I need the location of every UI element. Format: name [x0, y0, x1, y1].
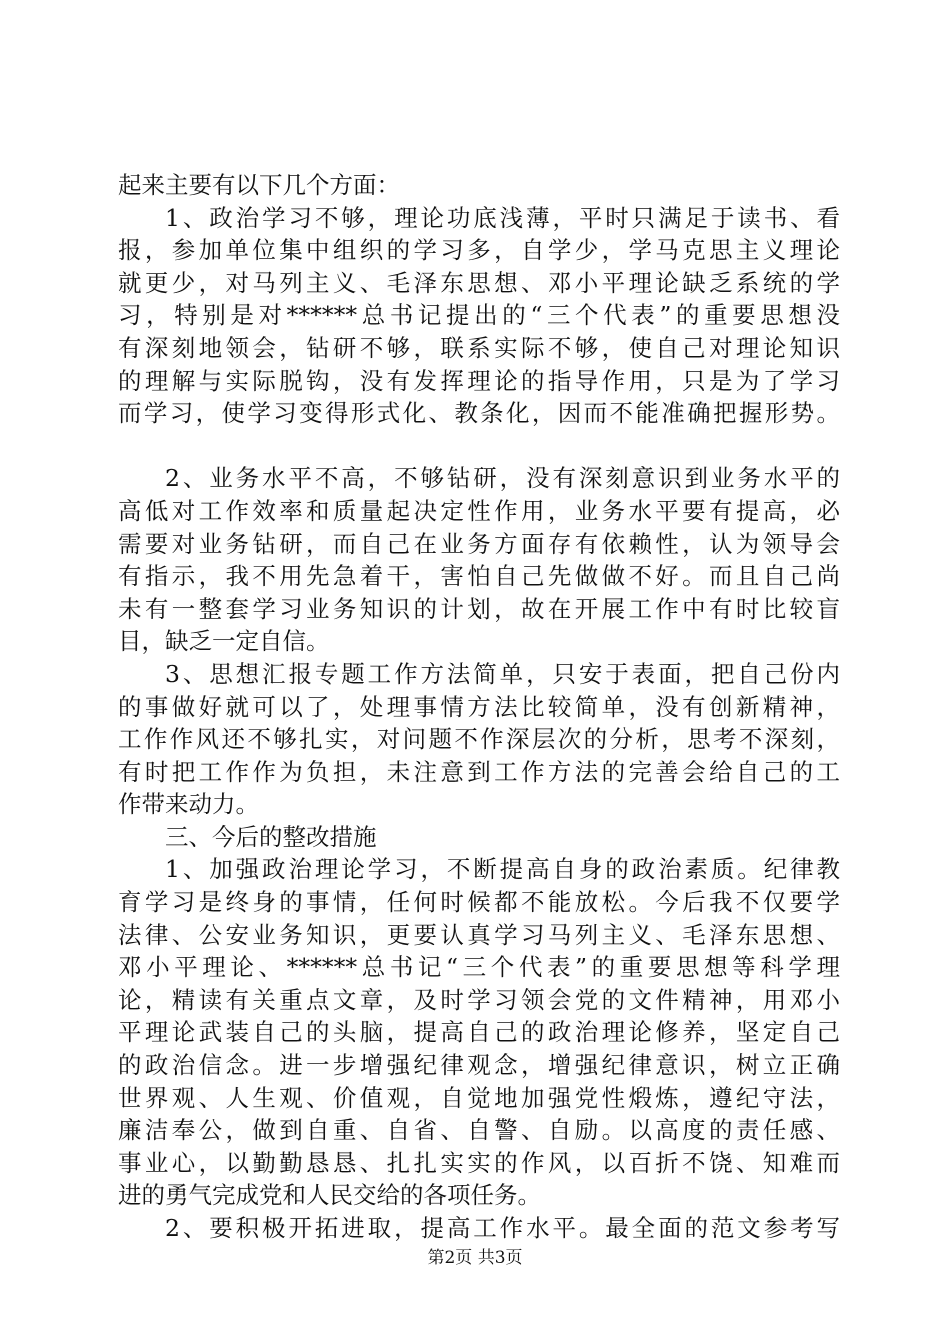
- document-body: [118, 169, 840, 1245]
- text-line: 习，特别是对******总书记提出的“三个代表”的重要思想没: [118, 301, 840, 330]
- text-line: 法律、公安业务知识，更要认真学习马列主义、毛泽东思想、: [118, 920, 840, 949]
- text-line: 育学习是终身的事情，任何时候都不能放松。今后我不仅要学: [118, 888, 840, 917]
- text-line: 论，精读有关重点文章，及时学习领会党的文件精神，用邓小: [118, 985, 840, 1014]
- text-line: 有时把工作作为负担，未注意到工作方法的完善会给自己的工: [118, 757, 840, 786]
- text-line: 1、加强政治理论学习，不断提高自身的政治素质。纪律教: [165, 855, 840, 884]
- text-line: 有指示，我不用先急着干，害怕自己先做做不好。而且自己尚: [118, 562, 840, 591]
- text-line: 进的勇气完成党和人民交给的各项任务。: [118, 1181, 541, 1210]
- text-line: 事业心，以勤勤恳恳、扎扎实实的作风，以百折不饶、知难而: [118, 1148, 840, 1177]
- text-line: 3、思想汇报专题工作方法简单，只安于表面，把自己份内: [165, 659, 840, 688]
- text-line: 的理解与实际脱钩，没有发挥理论的指导作用，只是为了学习: [118, 366, 840, 395]
- text-line: 需要对业务钻研，而自己在业务方面存有依赖性，认为领导会: [118, 529, 840, 558]
- text-line: 起来主要有以下几个方面：: [118, 171, 400, 199]
- page-number-footer: 第2页 共3页: [427, 1248, 523, 1268]
- text-line: 高低对工作效率和质量起决定性作用，业务水平要有提高，必: [118, 496, 840, 525]
- text-line: 目，缺乏一定自信。: [118, 627, 330, 656]
- text-line: 平理论武装自己的头脑，提高自己的政治理论修养，坚定自己: [118, 1018, 840, 1047]
- paragraph-gap: [118, 430, 840, 463]
- text-line: 2、业务水平不高，不够钻研，没有深刻意识到业务水平的: [165, 464, 840, 493]
- text-line: 邓小平理论、******总书记“三个代表”的重要思想等科学理: [118, 953, 840, 982]
- text-line: 报，参加单位集中组织的学习多，自学少，学马克思主义理论: [118, 236, 840, 265]
- text-line: 作带来动力。: [118, 790, 259, 819]
- text-line: 世界观、人生观、价值观，自觉地加强党性煅炼，遵纪守法，: [118, 1083, 840, 1112]
- text-line: 廉洁奉公，做到自重、自省、自警、自励。以高度的责任感、: [118, 1116, 840, 1145]
- text-line: 就更少，对马列主义、毛泽东思想、邓小平理论缺乏系统的学: [118, 268, 840, 297]
- text-line: 有深刻地领会，钻研不够，联系实际不够，使自己对理论知识: [118, 333, 840, 362]
- text-line: 而学习，使学习变得形式化、教条化，因而不能准确把握形势。: [118, 399, 840, 428]
- text-line: 1、政治学习不够，理论功底浅薄，平时只满足于读书、看: [165, 203, 840, 232]
- text-line: 的事做好就可以了，处理事情方法比较简单，没有创新精神，: [118, 692, 840, 721]
- text-line: 2、要积极开拓进取，提高工作水平。最全面的范文参考写: [165, 1214, 840, 1242]
- text-line: 工作作风还不够扎实，对问题不作深层次的分析，思考不深刻，: [118, 725, 840, 754]
- text-line: 的政治信念。进一步增强纪律观念，增强纪律意识，树立正确: [118, 1051, 840, 1080]
- section-heading: 三、今后的整改措施: [165, 822, 377, 851]
- text-line: 未有一整套学习业务知识的计划，故在开展工作中有时比较盲: [118, 594, 840, 623]
